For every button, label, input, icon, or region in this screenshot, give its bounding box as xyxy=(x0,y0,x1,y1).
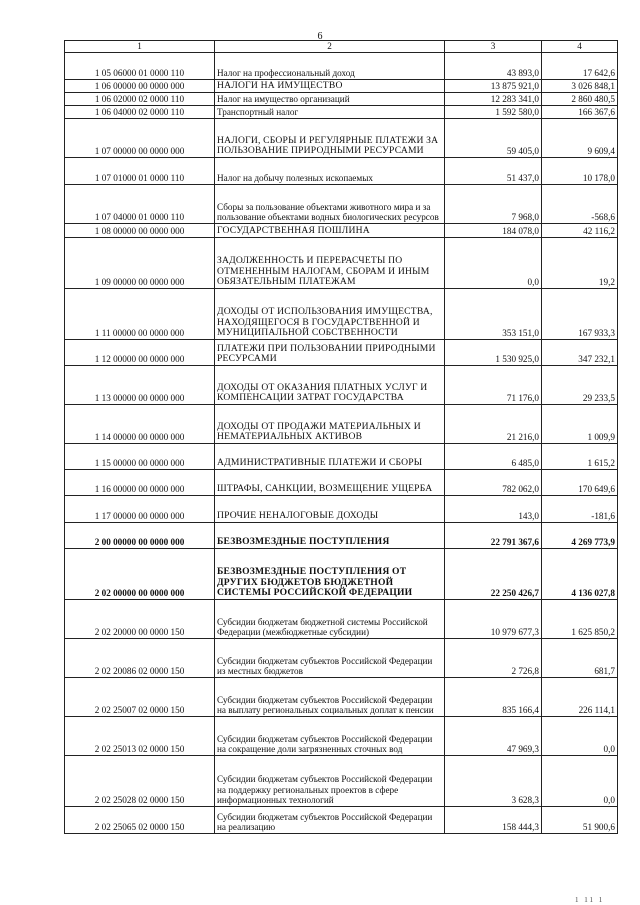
code-cell: 1 06 04000 02 0000 110 xyxy=(65,106,215,119)
name-cell: ПЛАТЕЖИ ПРИ ПОЛЬЗОВАНИИ ПРИРОДНЫМИ РЕСУРСАМИ xyxy=(215,340,445,366)
code-cell: 1 12 00000 00 0000 000 xyxy=(65,340,215,366)
actual-value-cell: -181,6 xyxy=(542,496,618,523)
actual-value-cell: 1 009,9 xyxy=(542,405,618,444)
actual-value-cell: 42 116,2 xyxy=(542,224,618,238)
revenue-table xyxy=(64,40,618,834)
code-cell: 1 13 00000 00 0000 000 xyxy=(65,366,215,405)
name-cell: Субсидии бюджетам субъектов Российской Федерации на сокращение доли загрязненных сточных вод xyxy=(215,717,445,756)
plan-value-cell: 1 592 580,0 xyxy=(445,106,542,119)
table-row xyxy=(65,678,618,717)
plan-value-cell: 47 969,3 xyxy=(445,717,542,756)
actual-value-cell: 0,0 xyxy=(542,717,618,756)
name-cell: БЕЗВОЗМЕЗДНЫЕ ПОСТУПЛЕНИЯ xyxy=(215,523,445,549)
code-cell: 1 11 00000 00 0000 000 xyxy=(65,289,215,340)
plan-value-cell: 7 968,0 xyxy=(445,185,542,224)
actual-value-cell: 4 269 773,9 xyxy=(542,523,618,549)
plan-value-cell: 1 530 925,0 xyxy=(445,340,542,366)
name-cell: Налог на имущество организаций xyxy=(215,93,445,106)
plan-value-cell: 51 437,0 xyxy=(445,158,542,185)
plan-value-cell: 59 405,0 xyxy=(445,119,542,158)
name-cell: ГОСУДАРСТВЕННАЯ ПОШЛИНА xyxy=(215,224,445,238)
actual-value-cell: 681,7 xyxy=(542,639,618,678)
actual-value-cell: 17 642,6 xyxy=(542,53,618,80)
actual-value-cell: 19,2 xyxy=(542,238,618,289)
code-cell: 2 02 20000 00 0000 150 xyxy=(65,600,215,639)
plan-value-cell: 6 485,0 xyxy=(445,444,542,470)
header-col-3: 3 xyxy=(445,41,542,53)
table-row xyxy=(65,600,618,639)
name-cell: Транспортный налог xyxy=(215,106,445,119)
name-cell: ДОХОДЫ ОТ ПРОДАЖИ МАТЕРИАЛЬНЫХ И НЕМАТЕРИАЛЬНЫХ АКТИВОВ xyxy=(215,405,445,444)
actual-value-cell: 0,0 xyxy=(542,756,618,807)
actual-value-cell: 347 232,1 xyxy=(542,340,618,366)
table-row xyxy=(65,289,618,340)
table-row xyxy=(65,444,618,470)
table-row xyxy=(65,119,618,158)
table-row xyxy=(65,405,618,444)
code-cell: 2 02 25065 02 0000 150 xyxy=(65,807,215,834)
actual-value-cell: 2 860 480,5 xyxy=(542,93,618,106)
name-cell: Налог на добычу полезных ископаемых xyxy=(215,158,445,185)
actual-value-cell: 170 649,6 xyxy=(542,470,618,496)
table-row xyxy=(65,224,618,238)
actual-value-cell: 9 609,4 xyxy=(542,119,618,158)
code-cell: 1 06 02000 02 0000 110 xyxy=(65,93,215,106)
plan-value-cell: 782 062,0 xyxy=(445,470,542,496)
code-cell: 2 00 00000 00 0000 000 xyxy=(65,523,215,549)
actual-value-cell: 1 625 850,2 xyxy=(542,600,618,639)
code-cell: 1 07 01000 01 0000 110 xyxy=(65,158,215,185)
table-row xyxy=(65,717,618,756)
name-cell: НАЛОГИ, СБОРЫ И РЕГУЛЯРНЫЕ ПЛАТЕЖИ ЗА ПОЛЬЗОВАНИЕ ПРИРОДНЫМИ РЕСУРСАМИ xyxy=(215,119,445,158)
name-cell: ДОХОДЫ ОТ ИСПОЛЬЗОВАНИЯ ИМУЩЕСТВА, НАХОДЯЩЕГОСЯ В ГОСУДАРСТВЕННОЙ И МУНИЦИПАЛЬНОЙ СОБСТВЕННОСТИ xyxy=(215,289,445,340)
plan-value-cell: 12 283 341,0 xyxy=(445,93,542,106)
name-cell: АДМИНИСТРАТИВНЫЕ ПЛАТЕЖИ И СБОРЫ xyxy=(215,444,445,470)
code-cell: 1 17 00000 00 0000 000 xyxy=(65,496,215,523)
table-row xyxy=(65,185,618,224)
table-row xyxy=(65,340,618,366)
name-cell: Субсидии бюджетам субъектов Российской Федерации из местных бюджетов xyxy=(215,639,445,678)
code-cell: 1 16 00000 00 0000 000 xyxy=(65,470,215,496)
table-header-row xyxy=(65,41,618,53)
plan-value-cell: 835 166,4 xyxy=(445,678,542,717)
code-cell: 2 02 25013 02 0000 150 xyxy=(65,717,215,756)
actual-value-cell: 167 933,3 xyxy=(542,289,618,340)
plan-value-cell: 13 875 921,0 xyxy=(445,80,542,93)
table-row xyxy=(65,53,618,80)
header-col-4: 4 xyxy=(542,41,618,53)
table-row xyxy=(65,807,618,834)
actual-value-cell: 1 615,2 xyxy=(542,444,618,470)
actual-value-cell: 166 367,6 xyxy=(542,106,618,119)
table-row xyxy=(65,496,618,523)
actual-value-cell: 29 233,5 xyxy=(542,366,618,405)
plan-value-cell: 353 151,0 xyxy=(445,289,542,340)
name-cell: НАЛОГИ НА ИМУЩЕСТВО xyxy=(215,80,445,93)
actual-value-cell: 226 114,1 xyxy=(542,678,618,717)
actual-value-cell: 10 178,0 xyxy=(542,158,618,185)
name-cell: ЗАДОЛЖЕННОСТЬ И ПЕРЕРАСЧЕТЫ ПО ОТМЕНЕННЫМ НАЛОГАМ, СБОРАМ И ИНЫМ ОБЯЗАТЕЛЬНЫМ ПЛАТЕЖАМ xyxy=(215,238,445,289)
table-row xyxy=(65,93,618,106)
table-row xyxy=(65,106,618,119)
name-cell: БЕЗВОЗМЕЗДНЫЕ ПОСТУПЛЕНИЯ ОТ ДРУГИХ БЮДЖЕТОВ БЮДЖЕТНОЙ СИСТЕМЫ РОССИЙСКОЙ ФЕДЕРАЦИИ xyxy=(215,549,445,600)
table-row xyxy=(65,238,618,289)
code-cell: 2 02 00000 00 0000 000 xyxy=(65,549,215,600)
plan-value-cell: 3 628,3 xyxy=(445,756,542,807)
name-cell: Налог на профессиональный доход xyxy=(215,53,445,80)
name-cell: Сборы за пользование объектами животного мира и за пользование объектами водных биологических ресурсов xyxy=(215,185,445,224)
code-cell: 2 02 25007 02 0000 150 xyxy=(65,678,215,717)
code-cell: 1 07 04000 01 0000 110 xyxy=(65,185,215,224)
name-cell: ШТРАФЫ, САНКЦИИ, ВОЗМЕЩЕНИЕ УЩЕРБА xyxy=(215,470,445,496)
table-row xyxy=(65,756,618,807)
code-cell: 1 09 00000 00 0000 000 xyxy=(65,238,215,289)
plan-value-cell: 2 726,8 xyxy=(445,639,542,678)
code-cell: 1 05 06000 01 0000 110 xyxy=(65,53,215,80)
table-row xyxy=(65,549,618,600)
name-cell: ПРОЧИЕ НЕНАЛОГОВЫЕ ДОХОДЫ xyxy=(215,496,445,523)
table-row xyxy=(65,80,618,93)
plan-value-cell: 71 176,0 xyxy=(445,366,542,405)
plan-value-cell: 22 791 367,6 xyxy=(445,523,542,549)
code-cell: 2 02 25028 02 0000 150 xyxy=(65,756,215,807)
name-cell: Субсидии бюджетам субъектов Российской Федерации на поддержку региональных проектов в сфере информационных технологий xyxy=(215,756,445,807)
table-row xyxy=(65,470,618,496)
name-cell: Субсидии бюджетам субъектов Российской Федерации на выплату региональных социальных доплат к пенсии xyxy=(215,678,445,717)
plan-value-cell: 143,0 xyxy=(445,496,542,523)
actual-value-cell: 4 136 027,8 xyxy=(542,549,618,600)
name-cell: Субсидии бюджетам бюджетной системы Российской Федерации (межбюджетные субсидии) xyxy=(215,600,445,639)
plan-value-cell: 10 979 677,3 xyxy=(445,600,542,639)
actual-value-cell: -568,6 xyxy=(542,185,618,224)
name-cell: ДОХОДЫ ОТ ОКАЗАНИЯ ПЛАТНЫХ УСЛУГ И КОМПЕНСАЦИИ ЗАТРАТ ГОСУДАРСТВА xyxy=(215,366,445,405)
table-row xyxy=(65,366,618,405)
table-row xyxy=(65,639,618,678)
code-cell: 1 07 00000 00 0000 000 xyxy=(65,119,215,158)
page-number: 6 xyxy=(317,31,323,42)
header-col-1: 1 xyxy=(65,41,215,53)
plan-value-cell: 0,0 xyxy=(445,238,542,289)
header-col-2: 2 xyxy=(215,41,445,53)
code-cell: 1 06 00000 00 0000 000 xyxy=(65,80,215,93)
code-cell: 1 08 00000 00 0000 000 xyxy=(65,224,215,238)
table-row xyxy=(65,158,618,185)
plan-value-cell: 184 078,0 xyxy=(445,224,542,238)
plan-value-cell: 21 216,0 xyxy=(445,405,542,444)
code-cell: 1 15 00000 00 0000 000 xyxy=(65,444,215,470)
plan-value-cell: 22 250 426,7 xyxy=(445,549,542,600)
code-cell: 1 14 00000 00 0000 000 xyxy=(65,405,215,444)
actual-value-cell: 51 900,6 xyxy=(542,807,618,834)
plan-value-cell: 43 893,0 xyxy=(445,53,542,80)
footer-mark: 1 11 1 xyxy=(575,896,605,904)
name-cell: Субсидии бюджетам субъектов Российской Федерации на реализацию xyxy=(215,807,445,834)
plan-value-cell: 158 444,3 xyxy=(445,807,542,834)
table-row xyxy=(65,523,618,549)
code-cell: 2 02 20086 02 0000 150 xyxy=(65,639,215,678)
actual-value-cell: 3 026 848,1 xyxy=(542,80,618,93)
